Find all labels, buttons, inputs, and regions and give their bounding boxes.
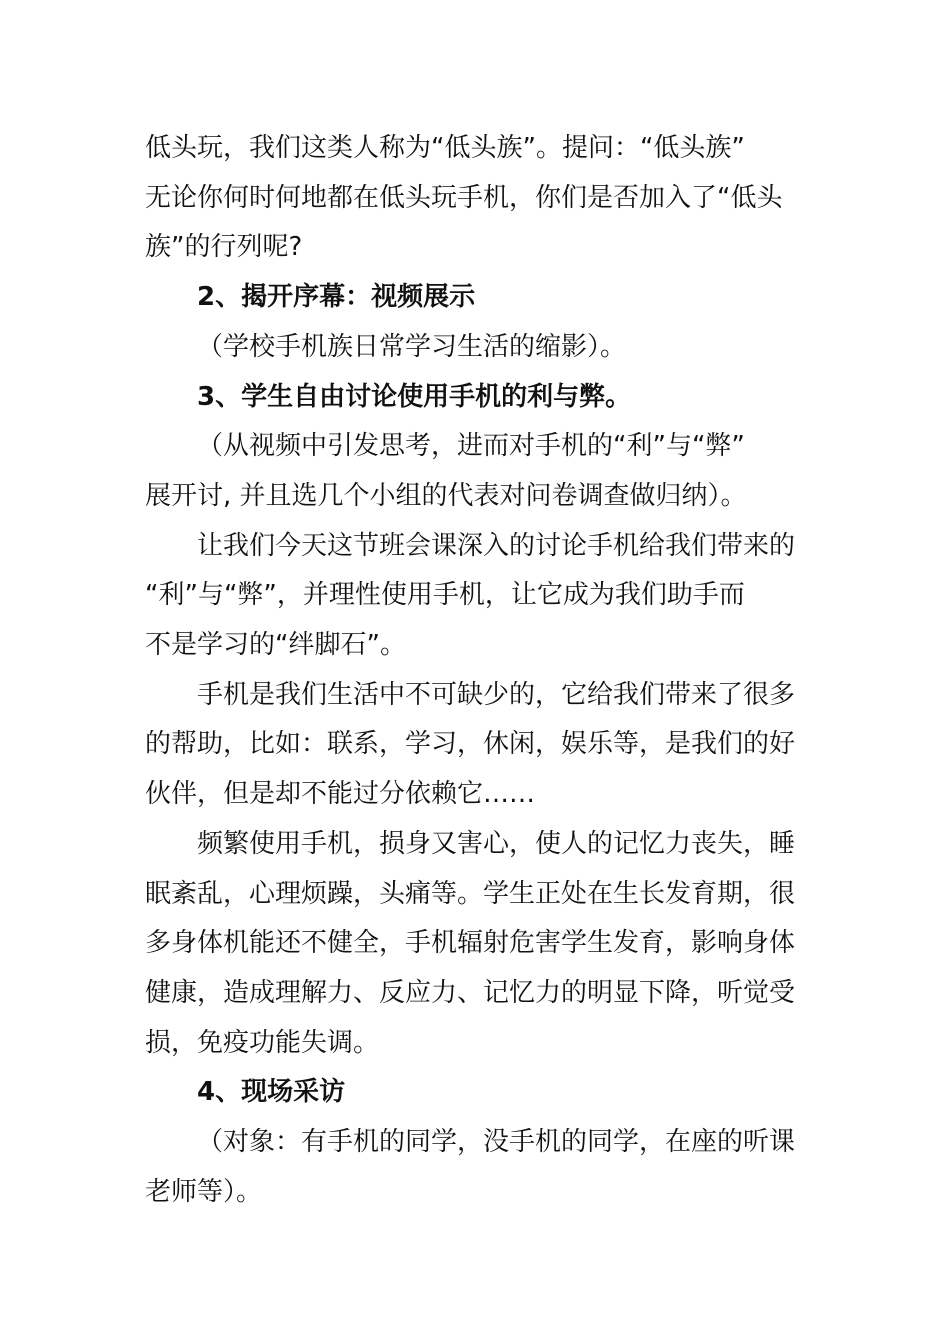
text-line: （从视频中引发思考，进而对手机的“利”与“弊” bbox=[197, 431, 745, 462]
text-line: 老师等）。 bbox=[145, 1176, 263, 1207]
text-line: 的帮助，比如：联系，学习，休闲，娱乐等，是我们的好 bbox=[145, 729, 796, 760]
body-paragraph bbox=[145, 522, 810, 671]
body-paragraph bbox=[145, 671, 810, 820]
text-line: 健康，造成理解力、反应力、记忆力的明显下降，听觉受 bbox=[145, 977, 796, 1008]
text-line: （对象：有手机的同学，没手机的同学，在座的听课 bbox=[197, 1127, 796, 1158]
section-heading bbox=[145, 273, 810, 323]
text-line: 低头玩，我们这类人称为“低头族”。提问：“低头族” bbox=[145, 133, 745, 163]
body-paragraph bbox=[145, 323, 810, 373]
text-line: 频繁使用手机，损身又害心，使人的记忆力丧失，睡 bbox=[197, 828, 796, 859]
text-line: 无论你何时何地都在低头玩手机，你们是否加入了“低头 bbox=[145, 182, 783, 213]
text-line: 损，免疫功能失调。 bbox=[145, 1027, 380, 1058]
text-line: （学校手机族日常学习生活的缩影）。 bbox=[197, 331, 627, 362]
text-line: 让我们今天这节班会课深入的讨论手机给我们带来的 bbox=[197, 530, 796, 561]
section-heading bbox=[145, 373, 810, 423]
body-paragraph bbox=[145, 820, 810, 1069]
section-heading bbox=[145, 1068, 810, 1118]
body-paragraph bbox=[145, 422, 810, 521]
body-paragraph bbox=[145, 124, 810, 273]
text-line: “利”与“弊”，并理性使用手机，让它成为我们助手而 bbox=[145, 580, 745, 611]
text-line: 眠紊乱，心理烦躁，头痛等。学生正处在生长发育期，很 bbox=[145, 878, 796, 909]
body-paragraph bbox=[145, 1118, 810, 1217]
heading-text: 3、学生自由讨论使用手机的利与弊。 bbox=[197, 381, 632, 412]
heading-text: 2、揭开序幕：视频展示 bbox=[197, 282, 476, 313]
text-line: 展开讨, 并且选几个小组的代表对问卷调查做归纳）。 bbox=[145, 480, 747, 511]
text-line: 伙伴，但是却不能过分依赖它…… bbox=[145, 779, 536, 810]
heading-text: 4、现场采访 bbox=[197, 1077, 346, 1108]
text-line: 族”的行列呢? bbox=[145, 232, 303, 263]
text-line: 手机是我们生活中不可缺少的，它给我们带来了很多 bbox=[197, 679, 796, 710]
text-line: 多身体机能还不健全，手机辐射危害学生发育，影响身体 bbox=[145, 928, 796, 959]
text-line: 不是学习的“绊脚石”。 bbox=[145, 630, 406, 661]
document-page bbox=[145, 124, 810, 1217]
